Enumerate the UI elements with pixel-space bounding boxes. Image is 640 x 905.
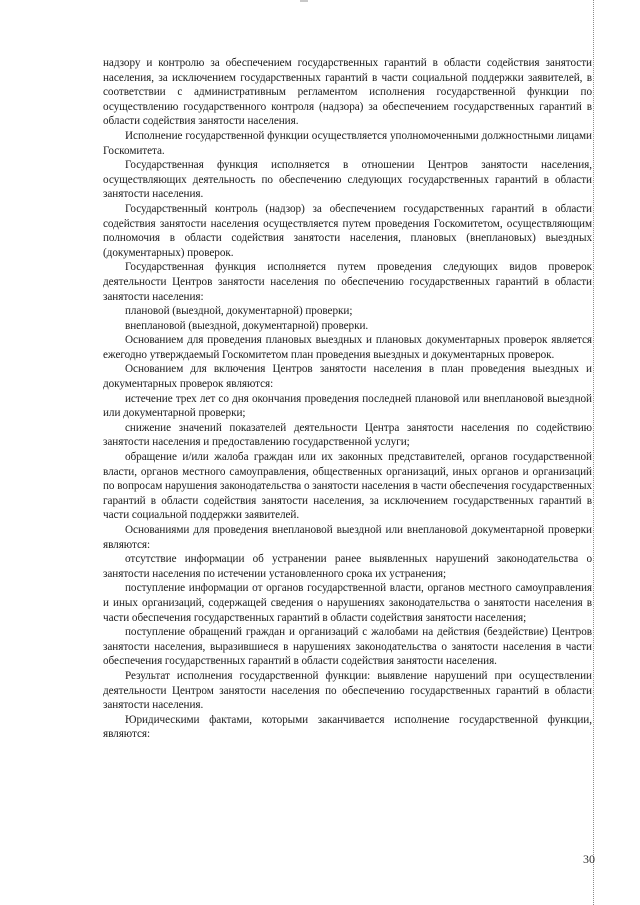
paragraph: Исполнение государственной функции осуществляется уполномоченными должностными лицами Госкомитета.	[103, 129, 592, 157]
paragraph: плановой (выездной, документарной) проверки;	[125, 305, 353, 318]
paragraph: надзору и контролю за обеспечением государственных гарантий в области содействия занятости населения, за исключением государственных гарантий в части социальной поддержки заявителей, в соответствии с административным регламентом исполнения государственной функции по осуществлению государственного контроля (надзора) за обеспечением государственных гарантий в области содействия занятости населения.	[103, 57, 592, 128]
paragraph: внеплановой (выездной, документарной) проверки.	[125, 319, 369, 332]
scan-artifact	[300, 0, 308, 2]
paragraph: обращение и/или жалоба граждан или их законных представителей, органов государственной власти, органов местного самоуправления, общественных организаций, иных органов и организаций по вопросам нарушения законодательства о занятости населения в части обеспечения государственных гарантий в области содействия занятости населения, за исключением государственных гарантий в части социальной поддержки заявителей.	[103, 451, 592, 522]
paragraph: отсутствие информации об устранении ранее выявленных нарушений законодательства о занятости населения по истечении установленного срока их устранения;	[103, 553, 592, 580]
paragraph: Результат исполнения государственной функции: выявление нарушений при осуществлении деятельности Центром занятости населения по обеспечению государственных гарантий в области занятости населения.	[103, 669, 592, 712]
paragraph: истечение трех лет со дня окончания проведения последней плановой или внеплановой выездной или документарной проверки;	[103, 392, 592, 420]
page-edge-line	[593, 0, 594, 905]
paragraph: Основаниями для проведения внеплановой выездной или внеплановой документарной проверки являются:	[103, 524, 592, 551]
page-number: 30	[583, 852, 595, 866]
paragraph: Юридическими фактами, которыми заканчивается исполнение государственной функции, являются:	[103, 713, 592, 741]
paragraph: поступление информации от органов государственной власти, органов местного самоуправления и иных организаций, содержащей сведения о нарушениях законодательства о занятости населения в части обеспечения государственных гарантий в области содействия занятости населения;	[103, 582, 592, 624]
paragraph: Основанием для проведения плановых выездных и плановых документарных проверок является ежегодно утверждаемый Госкомитетом план проведения выездных и документарных проверок.	[103, 334, 592, 361]
paragraph: снижение значений показателей деятельности Центра занятости населения по содействию занятости населения и предоставлению государственной услуги;	[103, 421, 592, 449]
paragraph: Государственная функция исполняется путем проведения следующих видов проверок деятельности Центров занятости населения по обеспечению государственных гарантий в области занятости населения:	[103, 261, 592, 303]
paragraph: поступление обращений граждан и организаций с жалобами на действия (бездействие) Центров занятости населения, выразившиеся в нарушениях законодательства о занятости населения в части обеспечения государственных гарантий в области содействия занятости населения.	[103, 626, 592, 668]
paragraph: Государственная функция исполняется в отношении Центров занятости населения, осуществляющих деятельность по обеспечению следующих государственных гарантий в области занятости населения.	[103, 159, 592, 201]
paragraph: Государственный контроль (надзор) за обеспечением государственных гарантий в области содействия занятости населения осуществляется путем проведения Госкомитетом, осуществляющим полномочия в области содействия занятости населения, плановых (внеплановых) выездных (документарных) проверок.	[103, 202, 592, 259]
body-text	[103, 56, 592, 742]
paragraph: Основанием для включения Центров занятости населения в план проведения выездных и документарных проверок являются:	[103, 363, 592, 391]
